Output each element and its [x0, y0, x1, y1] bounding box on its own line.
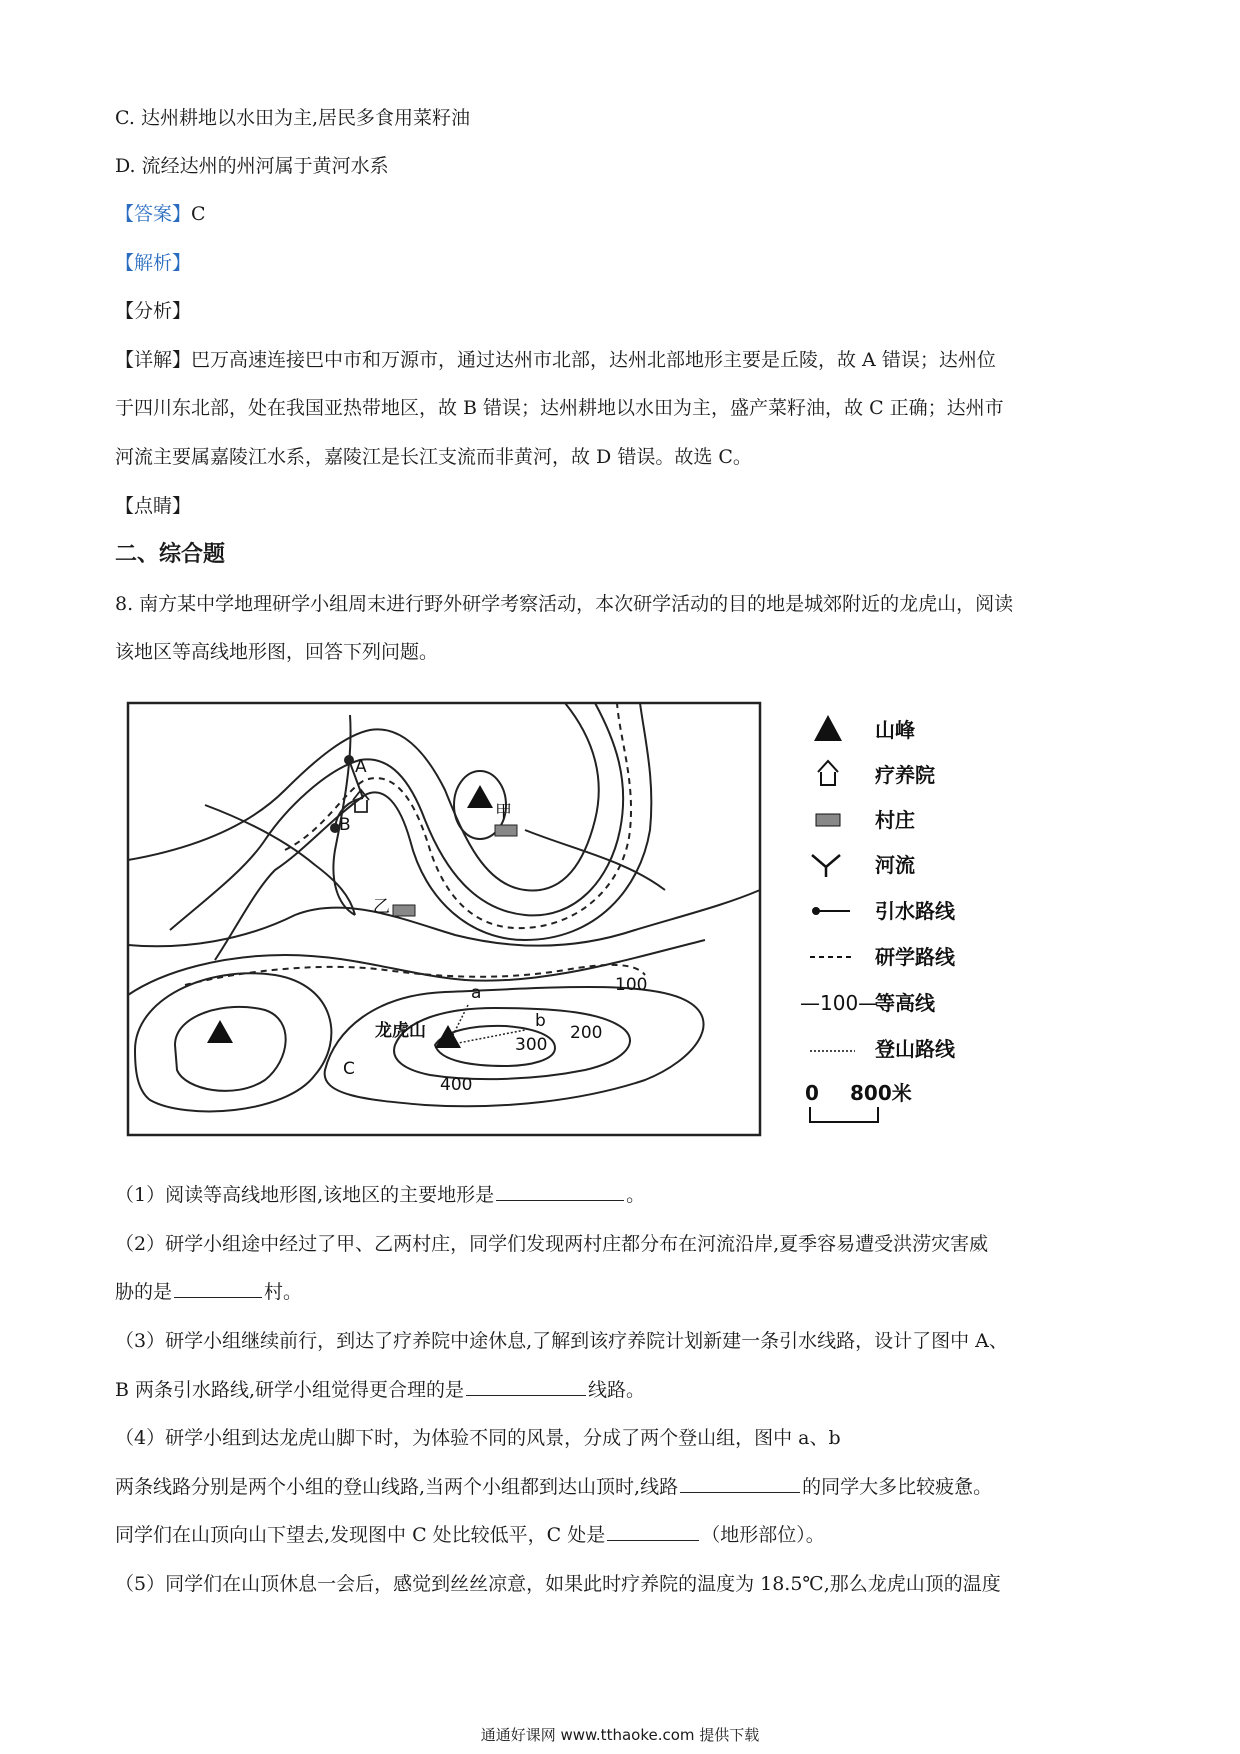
section-title: 二、综合题	[115, 542, 226, 567]
contour-label-200: 200	[570, 1023, 603, 1043]
q4-text-2: 同学们在山顶向山下望去,发现图中 C 处比较低平，C 处是	[115, 1524, 606, 1546]
legend-village-icon	[816, 814, 840, 826]
q2-line-1: （2）研学小组途中经过了甲、乙两村庄，同学们发现两村庄都分布在河流沿岸,夏季容易遭受洪涝灾害威	[115, 1233, 989, 1255]
q4-text-1: 两条线路分别是两个小组的登山线路,当两个小组都到达山顶时,线路	[115, 1476, 679, 1498]
scale-bar	[810, 1107, 878, 1122]
option-c: C. 达州耕地以水田为主,居民多食用菜籽油	[115, 107, 470, 129]
q3-line-2	[115, 1375, 645, 1405]
contour-lines	[128, 703, 760, 1111]
q8-line-1: 8. 南方某中学地理研学小组周末进行野外研学考察活动，本次研学活动的目的地是城郊附近的龙虎山，阅读	[115, 593, 1014, 615]
q3-end: 线路。	[588, 1379, 646, 1401]
label-b: b	[535, 1011, 546, 1031]
q4-line-2	[115, 1472, 992, 1502]
q4-blank-1[interactable]	[680, 1472, 800, 1493]
label-mountain: 龙虎山	[375, 1021, 426, 1041]
scale-zero: 0	[805, 1081, 819, 1105]
q4-blank-2[interactable]	[607, 1520, 699, 1541]
legend-sanatorium-label: 疗养院	[875, 763, 935, 787]
page-footer: 通通好课网 www.tthaoke.com 提供下载	[480, 1726, 760, 1744]
q2-blank[interactable]	[174, 1277, 262, 1298]
fenxi-label: 【分析】	[115, 300, 192, 322]
legend-sanatorium-icon	[818, 761, 838, 785]
q2-text: 胁的是	[115, 1281, 173, 1303]
detail-line-1	[115, 345, 996, 375]
q1-end: 。	[626, 1184, 646, 1206]
detail-line-2: 于四川东北部，处在我国亚热带地区，故 B 错误；达州耕地以水田为主，盛产菜籽油，故 C 正确；达州市	[115, 397, 1004, 419]
q4-line-3	[115, 1520, 825, 1550]
label-B: B	[339, 815, 351, 835]
village-icon-yi	[393, 905, 415, 916]
legend-village-label: 村庄	[875, 808, 915, 832]
legend-peak-label: 山峰	[875, 718, 915, 742]
legend-river-label: 河流	[875, 853, 915, 877]
detail-line-3: 河流主要属嘉陵江水系，嘉陵江是长江支流而非黄河，故 D 错误。故选 C。	[115, 446, 752, 468]
answer-value: C	[191, 203, 206, 225]
q1-text: （1）阅读等高线地形图,该地区的主要地形是	[115, 1184, 495, 1206]
q3-text: B 两条引水路线,研学小组觉得更合理的是	[115, 1379, 465, 1401]
legend-contour-label: 等高线	[875, 991, 935, 1015]
q4-end-1: 的同学大多比较疲惫。	[802, 1476, 993, 1498]
answer-line	[115, 199, 206, 229]
legend-water-route-label: 引水路线	[875, 899, 955, 923]
detail-text-1: 巴万高速连接巴中市和万源市，通过达州市北部，达州北部地形主要是丘陵，故 A 错误；达州位	[191, 349, 996, 371]
legend-study-route-label: 研学路线	[875, 945, 955, 969]
contour-map-figure	[125, 700, 805, 1140]
q4-end-2: （地形部位）。	[701, 1524, 825, 1546]
dianjing-label: 【点睛】	[115, 495, 192, 517]
legend-climb-route-label: 登山路线	[875, 1037, 955, 1061]
q4-line-1: （4）研学小组到达龙虎山脚下时，为体验不同的风景，分成了两个登山组，图中 a、b	[115, 1427, 841, 1449]
label-C: C	[343, 1059, 355, 1079]
legend-contour-symbol: —100—	[800, 991, 879, 1015]
label-jia: 甲	[495, 802, 512, 822]
q1-line	[115, 1180, 645, 1210]
label-a: a	[471, 983, 482, 1003]
legend-river-icon	[812, 855, 840, 877]
q2-line-2	[115, 1277, 302, 1307]
option-d: D. 流经达州的州河属于黄河水系	[115, 155, 389, 177]
village-icon-jia	[495, 825, 517, 836]
q5-line-1: （5）同学们在山顶休息一会后，感觉到丝丝凉意，如果此时疗养院的温度为 18.5℃,那么龙虎山顶的温度	[115, 1573, 1001, 1595]
detail-label: 【详解】	[115, 349, 192, 371]
peak-icon	[467, 785, 493, 808]
contour-label-400: 400	[440, 1075, 473, 1095]
answer-label: 【答案】	[115, 203, 192, 225]
q2-end: 村。	[264, 1281, 303, 1303]
q3-line-1: （3）研学小组继续前行，到达了疗养院中途休息,了解到该疗养院计划新建一条引水线路，设计了图中 A、	[115, 1330, 1008, 1352]
label-yi: 乙	[373, 897, 390, 917]
analysis-label: 【解析】	[115, 252, 192, 274]
map-legend	[800, 715, 1000, 1135]
contour-label-100: 100	[615, 975, 648, 995]
q3-blank[interactable]	[466, 1375, 586, 1396]
peak-icon	[207, 1020, 233, 1043]
contour-label-300: 300	[515, 1035, 548, 1055]
scale-distance: 800米	[850, 1081, 912, 1105]
legend-peak-icon	[814, 715, 842, 741]
q8-line-2: 该地区等高线地形图，回答下列问题。	[115, 641, 439, 663]
label-A: A	[355, 757, 367, 777]
q1-blank[interactable]	[496, 1180, 624, 1201]
